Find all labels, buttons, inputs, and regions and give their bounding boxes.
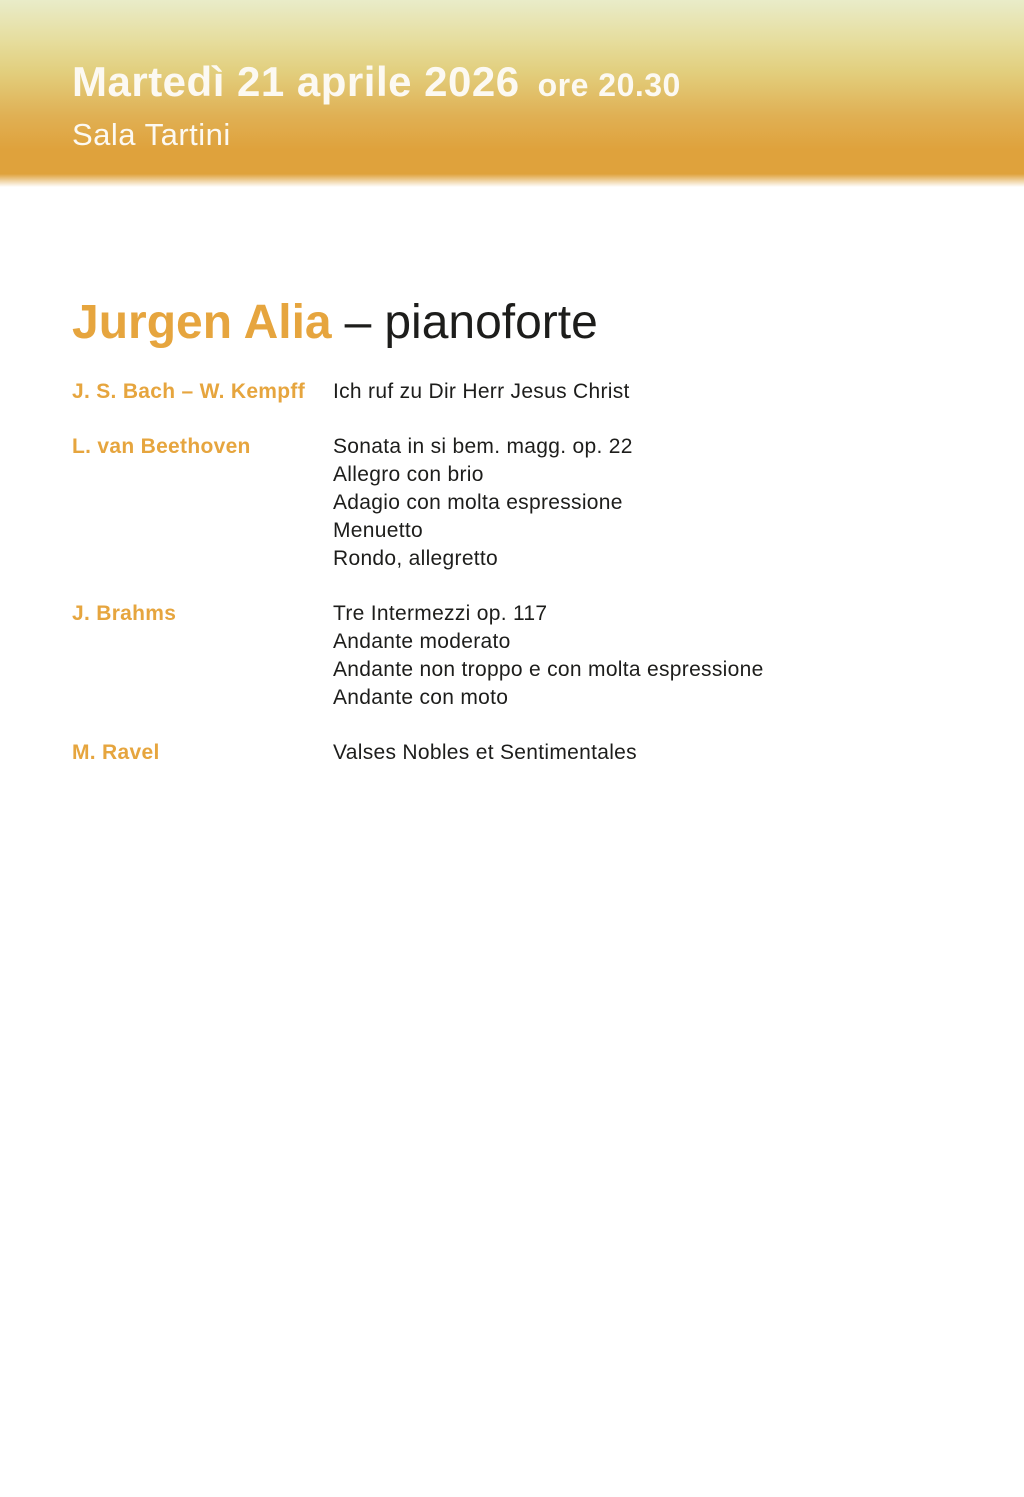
composer-name: J. S. Bach – W. Kempff	[72, 380, 305, 403]
header-banner	[0, 0, 1024, 187]
piece-list	[333, 433, 633, 573]
piece-list	[333, 739, 637, 767]
piece-line: Andante moderato	[333, 630, 511, 653]
performer-title	[72, 295, 964, 351]
piece-line: Andante con moto	[333, 686, 509, 709]
piece-line: Valses Nobles et Sentimentales	[333, 741, 637, 764]
piece-line: Tre Intermezzi op. 117	[333, 602, 548, 625]
event-time: ore 20.30	[537, 67, 681, 103]
event-venue: Sala Tartini	[72, 117, 231, 152]
piece-line: Ich ruf zu Dir Herr Jesus Christ	[333, 380, 630, 403]
piece-line: Andante non troppo e con molta espressione	[333, 658, 764, 681]
piece-line: Rondo, allegretto	[333, 547, 499, 570]
performer-name: Jurgen Alia	[72, 296, 332, 349]
event-date: Martedì 21 aprile 2026	[72, 58, 520, 105]
program-content	[0, 295, 1024, 767]
event-dateline	[72, 58, 1024, 109]
program-row	[72, 739, 964, 767]
title-dash: –	[344, 296, 372, 349]
program-list	[72, 378, 964, 767]
piece-line: Allegro con brio	[333, 463, 484, 486]
piece-list	[333, 600, 764, 712]
performer-instrument: pianoforte	[384, 296, 598, 349]
program-row	[72, 600, 964, 712]
piece-line: Adagio con molta espressione	[333, 491, 623, 514]
piece-list	[333, 378, 630, 406]
program-row	[72, 378, 964, 406]
composer-name: J. Brahms	[72, 602, 177, 625]
program-row	[72, 433, 964, 573]
composer-name: L. van Beethoven	[72, 435, 251, 458]
composer-name: M. Ravel	[72, 741, 160, 764]
piece-line: Sonata in si bem. magg. op. 22	[333, 435, 633, 458]
piece-line: Menuetto	[333, 519, 423, 542]
